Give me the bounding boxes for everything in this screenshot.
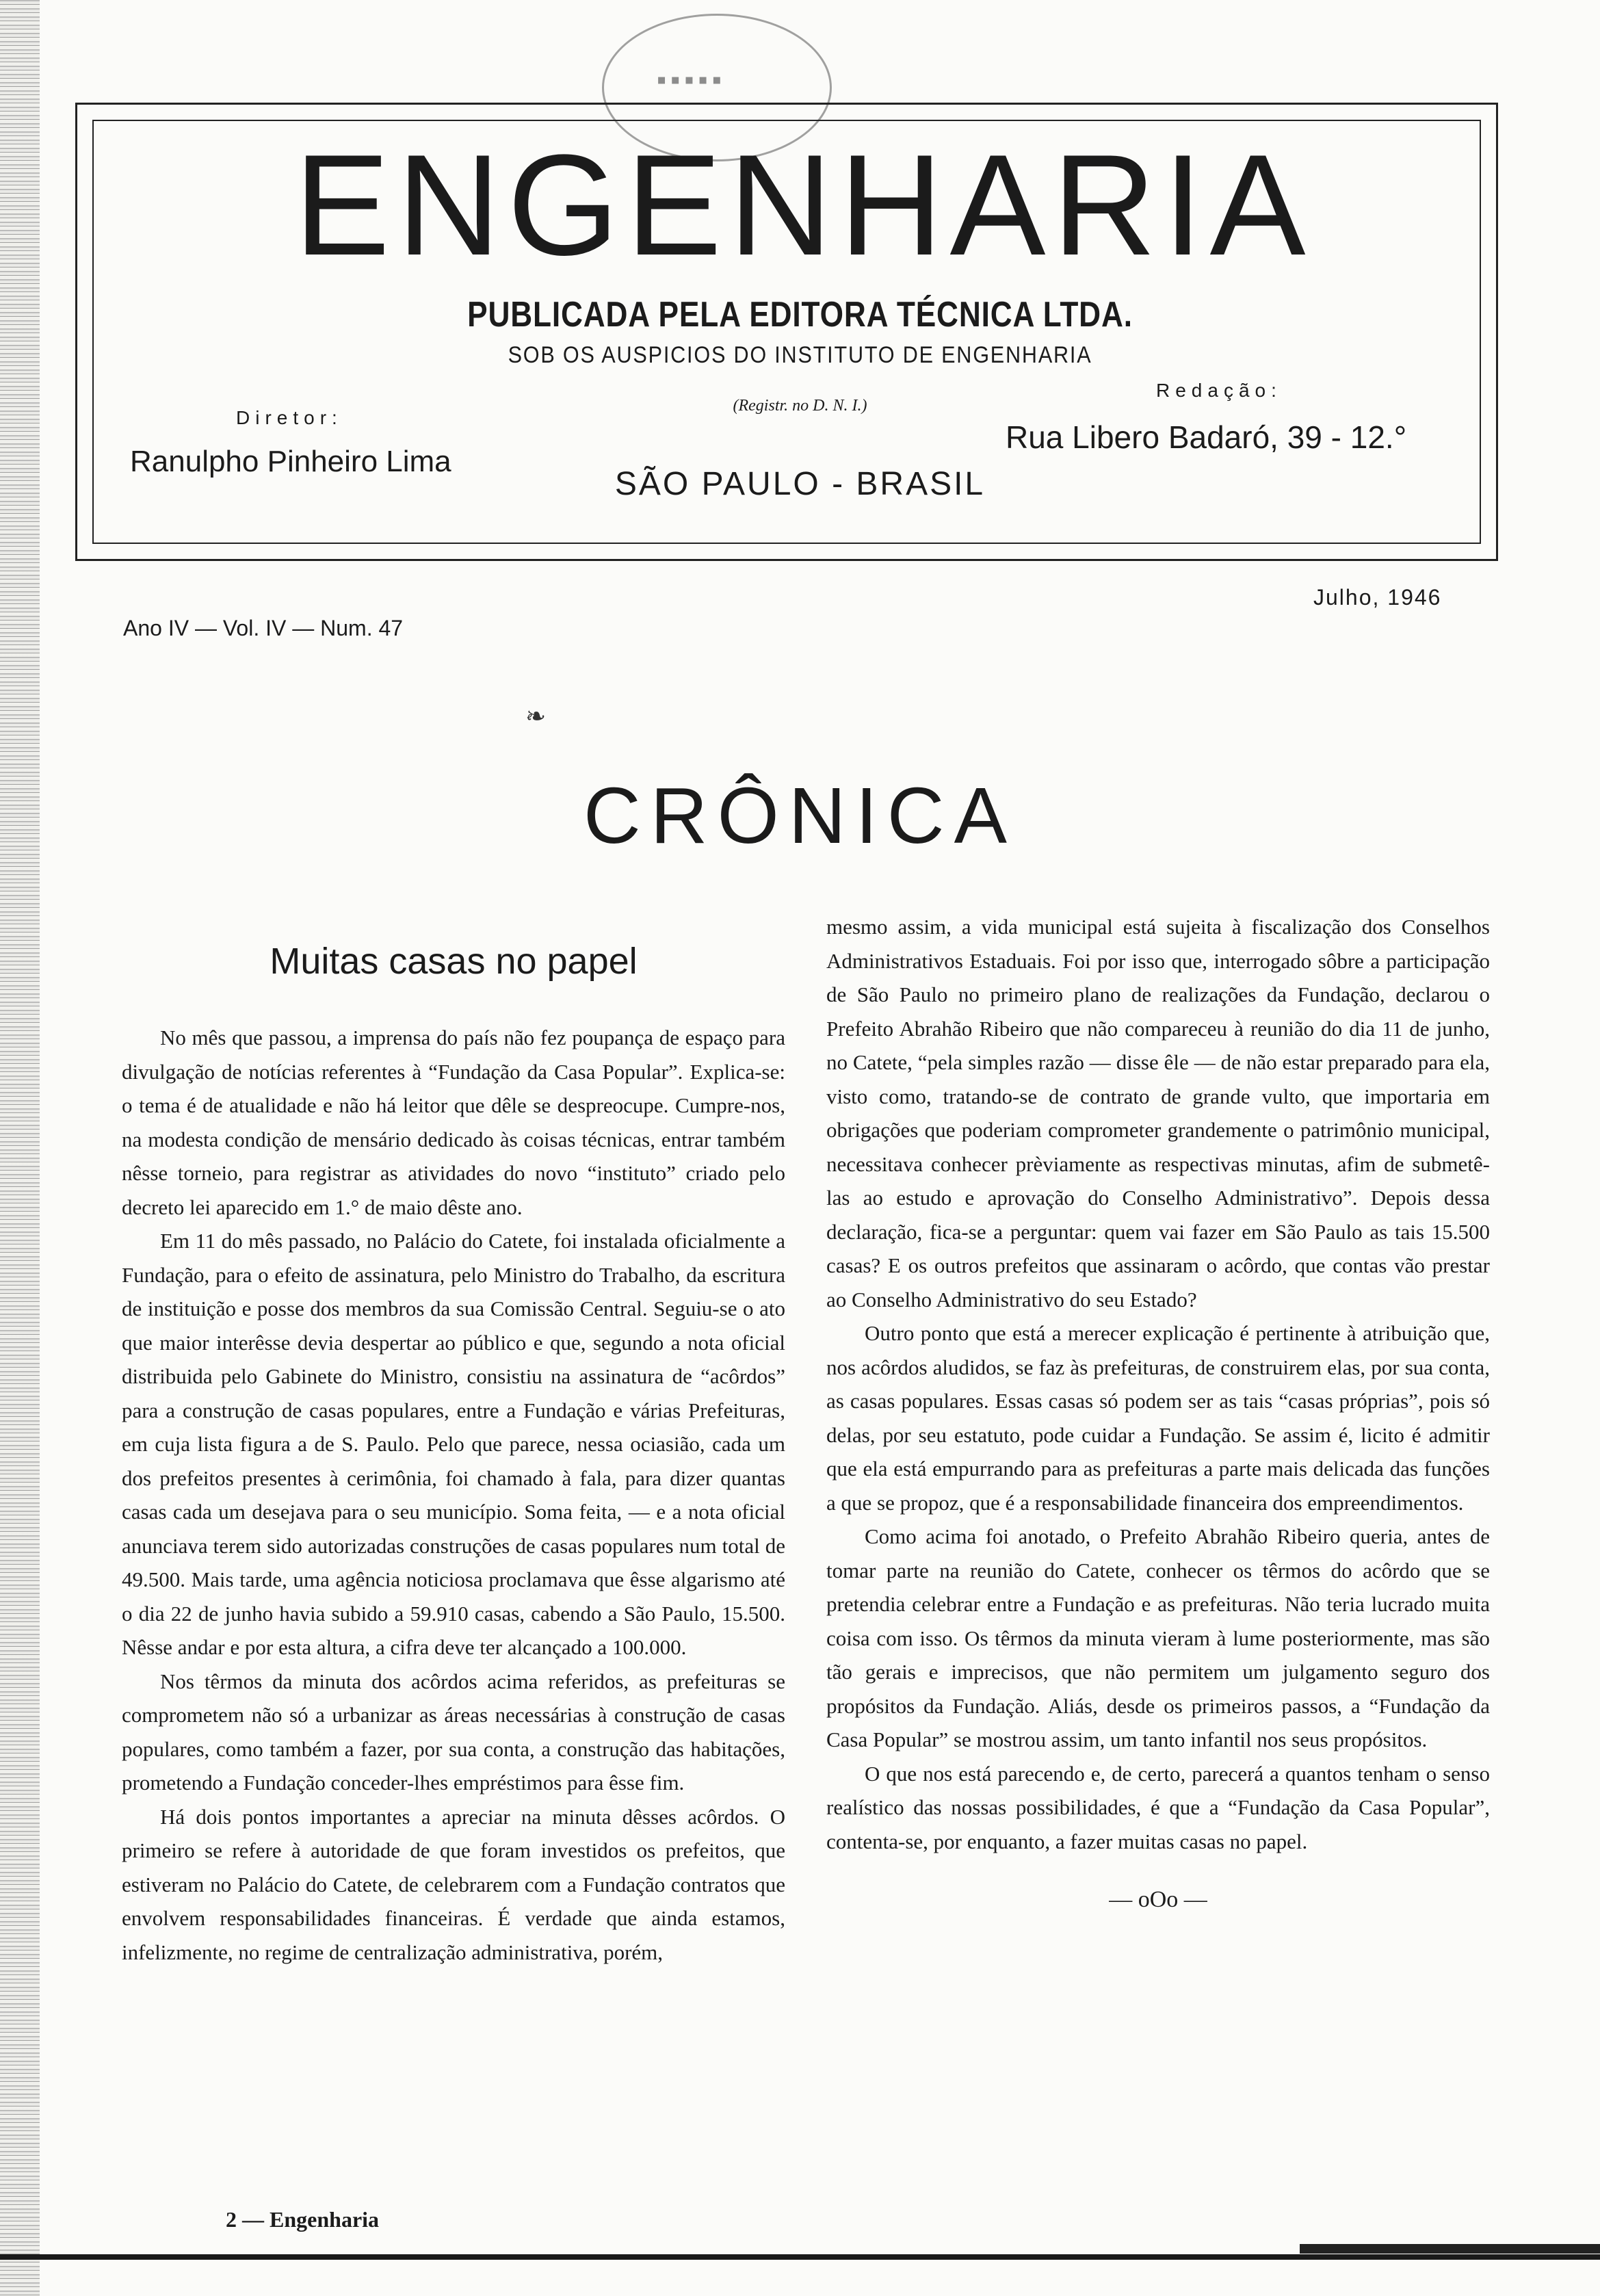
city-line: SÃO PAULO - BRASIL (614, 466, 986, 502)
director-label: Diretor: (236, 407, 343, 428)
article-title: Muitas casas no papel (270, 941, 638, 982)
article-paragraph: Outro ponto que está a merecer explicação é pertinente à atribuição que, nos acôrdos aludidos, se faz às prefeituras, de construirem elas, por sua conta, as casas populares. Essas casas só podem ser as tais “casas próprias”, pois só delas, por seu estatuto, pode cuidar a Fundação. Se assim é, licito é admitir que ela está empurrando para as prefeituras a parte mais delicada das funções a que se propoz, que é a responsabilidade financeira dos empreendimentos. (826, 1321, 1490, 1515)
article-column-left (122, 910, 785, 1969)
editorial-address: Rua Libero Badaró, 39 - 12.° (1006, 419, 1407, 455)
director-name: Ranulpho Pinheiro Lima (130, 445, 451, 478)
issue-date: Julho, 1946 (1313, 585, 1442, 610)
editorial-label: Redação: (1156, 380, 1282, 401)
article-paragraph: O que nos está parecendo e, de certo, parecerá a quantos tenham o senso realístico das nossas possibilidades, é que a “Fundação da Casa Popular”, contenta-se, por enquanto, a fazer muitas casas no papel. (826, 1761, 1490, 1853)
journal-logo: ENGENHARIA (294, 125, 1313, 285)
section-title: CRÔNICA (583, 771, 1017, 860)
article-paragraph: Em 11 do mês passado, no Palácio do Catete, foi instalada oficialmente a Fundação, para o efeito de assinatura, pelo Ministro do Trabalho, da escritura de instituição e posse dos membros da sua Comissão Central. Seguiu-se o ato que maior interêsse devia despertar ao público e que, segundo a nota oficial distribuida pelo Gabinete do Ministro, consistiu na assinatura de “acôrdos” para a construção de casas populares, entre a Fundação e várias Prefeituras, em cuja lista figura a de S. Paulo. Pelo que parece, nessa ociasião, cada um dos prefeitos presentes à cerimônia, foi chamado à fala, para dizer quantas casas cada um desejava para o seu município. Soma feita, — e a nota oficial anunciava terem sido autorizadas construções de casas populares num total de 49.500. Mais tarde, uma agência noticiosa proclamava que êsse algarismo até o dia 22 de junho havia subido a 59.910 casas, cabendo a São Paulo, 15.500. Nêsse andar e por esta altura, a cifra deve ter alcançado a 100.000. (122, 1229, 785, 1659)
article-paragraph: No mês que passou, a imprensa do país não fez poupança de espaço para divulgação de notícias referentes à “Fundação da Casa Popular”. Explica-se: o tema é de atualidade e não há leitor que dêle se despreocupe. Cumpre-nos, na modesta condição de mensário dedicado às coisas técnicas, entrar também nêsse torneio, para registrar as atividades do novo “instituto” criado pelo decreto lei aparecido em 1.° de maio dêste ano. (122, 1026, 785, 1219)
publisher-line: PUBLICADA PELA EDITORA TÉCNICA LTDA. (467, 295, 1133, 335)
article-paragraph: mesmo assim, a vida municipal está sujeita à fiscalização dos Conselhos Administrativos Estaduais. Foi por isso que, interrogado sôbre a participação de São Paulo no primeiro plano de realizações da Fundação, declarou o Prefeito Abrahão Ribeiro que não compareceu à reunião do dia 11 de junho, no Catete, “pela simples razão — disse êle — de não estar preparado para ela, visto como, tratando-se de contrato de grande vulto, que importaria em obrigações que poderiam comprometer grandemente o patrimônio municipal, necessitava conhecer prèviamente as respectivas minutas, afim de submetê-las ao estudo e aprovação do Conselho Administrativo”. Depois dessa declaração, fica-se a perguntar: quem vai fazer em São Paulo as tais 15.500 casas? E os outros prefeitos que assinaram o acôrdo, que contas vão prestar ao Conselho Administrativo do seu Estado? (826, 915, 1490, 1312)
page-footer: 2 — Engenharia (226, 2207, 380, 2232)
article-paragraph: Como acima foi anotado, o Prefeito Abrahão Ribeiro queria, antes de tomar parte na reunião do Catete, conhecer os têrmos do acôrdo que se pretendia celebrar entre a Fundação e as prefeituras. Não teria lucrado muita coisa com isso. Os têrmos da minuta vieram à lume posteriormente, mas são tão gerais e imprecisos, que não permitem um julgamento seguro dos propósitos da Fundação. Aliás, desde os primeiros passos, a “Fundação da Casa Popular” se mostrou assim, um tanto infantil nos seus propósitos. (826, 1524, 1490, 1751)
end-mark: — oOo — (1109, 1887, 1207, 1912)
registry-line: (Registr. no D. N. I.) (733, 397, 867, 415)
article-column-right (826, 910, 1490, 1917)
library-stamp-mark: ▪▪▪▪▪ (657, 65, 726, 95)
article-paragraph: Há dois pontos importantes a apreciar na minuta dêsses acôrdos. O primeiro se refere à autoridade de que foram investidos os prefeitos, que estiveram no Palácio do Catete, de celebrarem com a Fundação contratos que envolvem responsabilidades financeiras. É verdade que ainda estamos, infelizmente, no regime de centralização administrativa, porém, (122, 1804, 785, 1964)
article-paragraph: Nos têrmos da minuta dos acôrdos acima referidos, as prefeituras se comprometem não só a urbanizar as áreas necessárias à construção de casas populares, como também a fazer, por sua conta, a construção das habitações, prometendo a Fundação conceder-lhes empréstimos para êsse fim. (122, 1669, 785, 1795)
auspices-line: SOB OS AUSPICIOS DO INSTITUTO DE ENGENHARIA (508, 342, 1092, 368)
issue-number: Ano IV — Vol. IV — Num. 47 (123, 616, 404, 640)
ornament-icon: ❧ (525, 703, 547, 730)
scan-bottom-edge-shadow (1300, 2244, 1600, 2254)
scan-edge-noise (0, 0, 40, 2296)
scan-bottom-edge (0, 2254, 1600, 2260)
